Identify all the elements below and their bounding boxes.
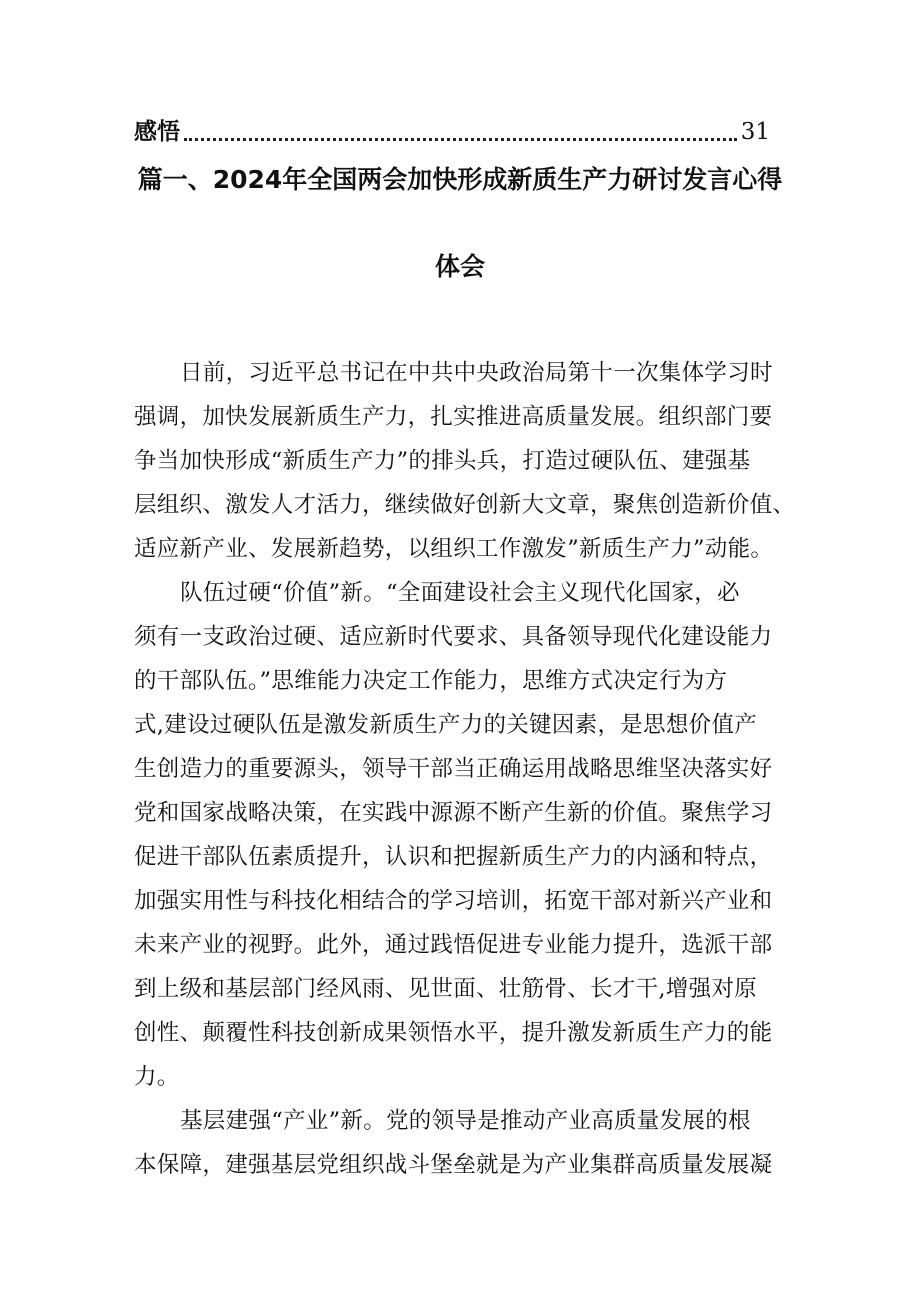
body-text-line: 未来产业的视野。此外，通过践悟促进专业能力提升，选派干部: [134, 932, 773, 958]
body-text-line: 强调，加快发展新质生产力，扎实推进高质量发展。组织部门要: [134, 404, 773, 430]
body-text-line: 到上级和基层部门经风雨、见世面、壮筋骨、长才干,增强对原: [134, 976, 758, 1002]
section-heading-line-2: 体会: [434, 252, 485, 281]
body-text-line: 促进干部队伍素质提升，认识和把握新质生产力的内涵和特点，: [134, 844, 773, 870]
body-text-line: 式,建设过硬队伍是激发新质生产力的关键因素，是思想价值产: [134, 712, 758, 738]
body-text-line: 基层建强“产业”新。党的领导是推动产业高质量发展的根: [180, 1108, 751, 1134]
body-text-line: 本保障，建强基层党组织战斗堡垒就是为产业集群高质量发展凝: [134, 1152, 773, 1178]
body-text-line: 加强实用性与科技化相结合的学习培训，拓宽干部对新兴产业和: [134, 888, 773, 914]
toc-dot-leader: [184, 138, 737, 141]
toc-entry-title: 感悟: [134, 118, 180, 145]
body-text-line: 创性、颠覆性科技创新成果领悟水平，提升激发新质生产力的能: [134, 1020, 773, 1046]
body-text-line: 层组织、激发人才活力，继续做好创新大文章，聚焦创造新价值、: [134, 492, 796, 518]
section-heading-line-1: 篇一、2024年全国两会加快形成新质生产力研讨发言心得: [137, 165, 783, 194]
body-text-line: 党和国家战略决策，在实践中源源不断产生新的价值。聚焦学习: [134, 800, 773, 826]
toc-entry-page-number: 31: [740, 119, 770, 145]
toc-entry[interactable]: [134, 112, 770, 152]
body-text-line: 日前，习近平总书记在中共中央政治局第十一次集体学习时: [180, 360, 773, 386]
body-text-line: 队伍过硬“价值”新。“全面建设社会主义现代化国家，必: [180, 580, 740, 606]
body-text-line: 力。: [134, 1064, 180, 1090]
body-text-line: 须有一支政治过硬、适应新时代要求、具备领导现代化建设能力: [134, 624, 773, 650]
body-text-line: 争当加快形成“新质生产力”的排头兵，打造过硬队伍、建强基: [134, 448, 751, 474]
body-text-line: 生创造力的重要源头，领导干部当正确运用战略思维坚决落实好: [134, 756, 773, 782]
body-text-line: 的干部队伍。”思维能力决定工作能力，思维方式决定行为方: [134, 668, 728, 694]
body-text-line: 适应新产业、发展新趋势，以组织工作激发”新质生产力”动能。: [134, 536, 774, 562]
